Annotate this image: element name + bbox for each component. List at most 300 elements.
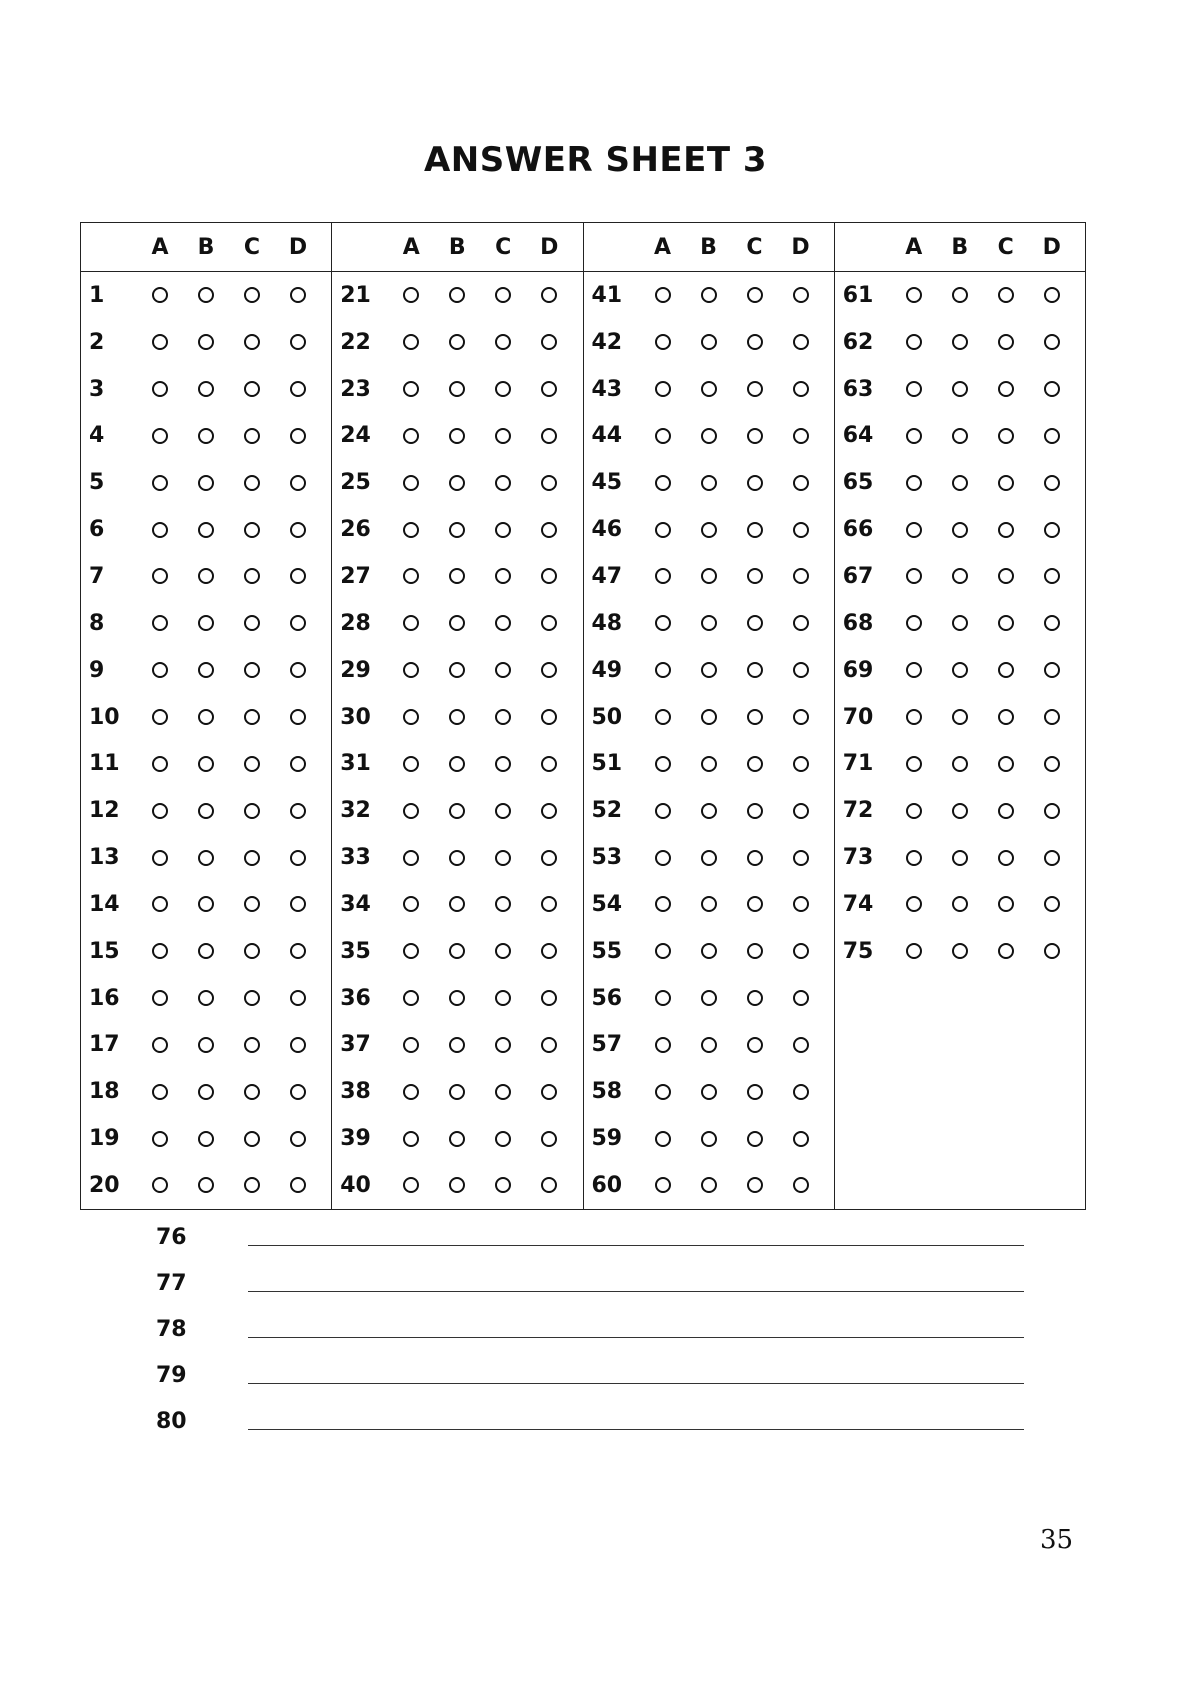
answer-bubble-1-b[interactable] [183,287,229,303]
answer-bubble-20-b[interactable] [183,1177,229,1193]
answer-bubble-70-a[interactable] [891,709,937,725]
answer-bubble-15-b[interactable] [183,943,229,959]
answer-bubble-20-c[interactable] [229,1177,275,1193]
answer-bubble-62-a[interactable] [891,334,937,350]
answer-bubble-63-d[interactable] [1029,381,1075,397]
answer-bubble-57-c[interactable] [732,1037,778,1053]
answer-bubble-38-d[interactable] [526,1084,572,1100]
answer-bubble-62-d[interactable] [1029,334,1075,350]
answer-bubble-8-a[interactable] [137,615,183,631]
answer-bubble-75-a[interactable] [891,943,937,959]
answer-bubble-6-c[interactable] [229,522,275,538]
answer-bubble-73-a[interactable] [891,850,937,866]
answer-bubble-73-b[interactable] [937,850,983,866]
answer-bubble-11-c[interactable] [229,756,275,772]
written-answer-line[interactable] [248,1337,1024,1338]
answer-bubble-64-d[interactable] [1029,428,1075,444]
answer-bubble-49-d[interactable] [778,662,824,678]
answer-bubble-24-c[interactable] [480,428,526,444]
answer-bubble-66-d[interactable] [1029,522,1075,538]
answer-bubble-63-c[interactable] [983,381,1029,397]
written-answer-line[interactable] [248,1291,1024,1292]
answer-bubble-48-b[interactable] [686,615,732,631]
answer-bubble-51-a[interactable] [640,756,686,772]
answer-bubble-28-a[interactable] [388,615,434,631]
answer-bubble-60-b[interactable] [686,1177,732,1193]
answer-bubble-51-c[interactable] [732,756,778,772]
answer-bubble-14-c[interactable] [229,896,275,912]
answer-bubble-57-d[interactable] [778,1037,824,1053]
answer-bubble-60-a[interactable] [640,1177,686,1193]
answer-bubble-53-a[interactable] [640,850,686,866]
answer-bubble-21-d[interactable] [526,287,572,303]
answer-bubble-6-a[interactable] [137,522,183,538]
answer-bubble-45-d[interactable] [778,475,824,491]
answer-bubble-12-d[interactable] [275,803,321,819]
answer-bubble-3-c[interactable] [229,381,275,397]
answer-bubble-65-b[interactable] [937,475,983,491]
answer-bubble-26-d[interactable] [526,522,572,538]
answer-bubble-23-d[interactable] [526,381,572,397]
answer-bubble-64-b[interactable] [937,428,983,444]
answer-bubble-3-d[interactable] [275,381,321,397]
answer-bubble-46-d[interactable] [778,522,824,538]
answer-bubble-50-a[interactable] [640,709,686,725]
answer-bubble-55-c[interactable] [732,943,778,959]
answer-bubble-7-c[interactable] [229,568,275,584]
answer-bubble-75-b[interactable] [937,943,983,959]
answer-bubble-30-d[interactable] [526,709,572,725]
answer-bubble-62-b[interactable] [937,334,983,350]
answer-bubble-12-b[interactable] [183,803,229,819]
answer-bubble-55-a[interactable] [640,943,686,959]
answer-bubble-31-d[interactable] [526,756,572,772]
answer-bubble-47-b[interactable] [686,568,732,584]
answer-bubble-9-c[interactable] [229,662,275,678]
answer-bubble-44-c[interactable] [732,428,778,444]
answer-bubble-56-a[interactable] [640,990,686,1006]
answer-bubble-39-a[interactable] [388,1131,434,1147]
answer-bubble-42-d[interactable] [778,334,824,350]
answer-bubble-4-a[interactable] [137,428,183,444]
answer-bubble-7-b[interactable] [183,568,229,584]
answer-bubble-7-a[interactable] [137,568,183,584]
answer-bubble-50-b[interactable] [686,709,732,725]
answer-bubble-74-a[interactable] [891,896,937,912]
written-answer-line[interactable] [248,1383,1024,1384]
answer-bubble-29-a[interactable] [388,662,434,678]
answer-bubble-36-b[interactable] [434,990,480,1006]
answer-bubble-40-b[interactable] [434,1177,480,1193]
answer-bubble-24-d[interactable] [526,428,572,444]
answer-bubble-35-a[interactable] [388,943,434,959]
answer-bubble-11-a[interactable] [137,756,183,772]
answer-bubble-59-b[interactable] [686,1131,732,1147]
answer-bubble-71-a[interactable] [891,756,937,772]
answer-bubble-54-a[interactable] [640,896,686,912]
answer-bubble-10-c[interactable] [229,709,275,725]
answer-bubble-4-c[interactable] [229,428,275,444]
answer-bubble-59-a[interactable] [640,1131,686,1147]
answer-bubble-71-b[interactable] [937,756,983,772]
answer-bubble-43-c[interactable] [732,381,778,397]
answer-bubble-15-d[interactable] [275,943,321,959]
answer-bubble-66-a[interactable] [891,522,937,538]
answer-bubble-25-d[interactable] [526,475,572,491]
answer-bubble-52-b[interactable] [686,803,732,819]
answer-bubble-54-c[interactable] [732,896,778,912]
answer-bubble-37-c[interactable] [480,1037,526,1053]
answer-bubble-65-a[interactable] [891,475,937,491]
answer-bubble-35-d[interactable] [526,943,572,959]
answer-bubble-2-c[interactable] [229,334,275,350]
answer-bubble-9-d[interactable] [275,662,321,678]
answer-bubble-65-d[interactable] [1029,475,1075,491]
answer-bubble-17-a[interactable] [137,1037,183,1053]
answer-bubble-5-c[interactable] [229,475,275,491]
answer-bubble-32-a[interactable] [388,803,434,819]
answer-bubble-38-b[interactable] [434,1084,480,1100]
answer-bubble-49-c[interactable] [732,662,778,678]
answer-bubble-34-d[interactable] [526,896,572,912]
answer-bubble-53-b[interactable] [686,850,732,866]
answer-bubble-54-b[interactable] [686,896,732,912]
answer-bubble-41-a[interactable] [640,287,686,303]
answer-bubble-68-d[interactable] [1029,615,1075,631]
answer-bubble-16-b[interactable] [183,990,229,1006]
answer-bubble-68-a[interactable] [891,615,937,631]
answer-bubble-8-b[interactable] [183,615,229,631]
answer-bubble-39-b[interactable] [434,1131,480,1147]
answer-bubble-72-a[interactable] [891,803,937,819]
answer-bubble-9-b[interactable] [183,662,229,678]
answer-bubble-61-a[interactable] [891,287,937,303]
answer-bubble-19-a[interactable] [137,1131,183,1147]
answer-bubble-22-b[interactable] [434,334,480,350]
answer-bubble-29-b[interactable] [434,662,480,678]
answer-bubble-52-d[interactable] [778,803,824,819]
answer-bubble-50-d[interactable] [778,709,824,725]
answer-bubble-46-b[interactable] [686,522,732,538]
answer-bubble-34-b[interactable] [434,896,480,912]
answer-bubble-16-a[interactable] [137,990,183,1006]
answer-bubble-48-d[interactable] [778,615,824,631]
answer-bubble-27-c[interactable] [480,568,526,584]
answer-bubble-64-a[interactable] [891,428,937,444]
answer-bubble-55-b[interactable] [686,943,732,959]
answer-bubble-61-b[interactable] [937,287,983,303]
answer-bubble-51-d[interactable] [778,756,824,772]
answer-bubble-23-a[interactable] [388,381,434,397]
answer-bubble-41-b[interactable] [686,287,732,303]
answer-bubble-62-c[interactable] [983,334,1029,350]
answer-bubble-1-c[interactable] [229,287,275,303]
answer-bubble-26-c[interactable] [480,522,526,538]
answer-bubble-11-d[interactable] [275,756,321,772]
answer-bubble-1-a[interactable] [137,287,183,303]
answer-bubble-56-b[interactable] [686,990,732,1006]
answer-bubble-46-a[interactable] [640,522,686,538]
answer-bubble-26-b[interactable] [434,522,480,538]
answer-bubble-24-b[interactable] [434,428,480,444]
answer-bubble-61-c[interactable] [983,287,1029,303]
answer-bubble-16-c[interactable] [229,990,275,1006]
answer-bubble-38-a[interactable] [388,1084,434,1100]
answer-bubble-25-b[interactable] [434,475,480,491]
answer-bubble-69-a[interactable] [891,662,937,678]
answer-bubble-34-c[interactable] [480,896,526,912]
answer-bubble-30-b[interactable] [434,709,480,725]
answer-bubble-63-a[interactable] [891,381,937,397]
answer-bubble-22-c[interactable] [480,334,526,350]
answer-bubble-67-d[interactable] [1029,568,1075,584]
answer-bubble-20-a[interactable] [137,1177,183,1193]
answer-bubble-72-c[interactable] [983,803,1029,819]
answer-bubble-40-a[interactable] [388,1177,434,1193]
answer-bubble-69-b[interactable] [937,662,983,678]
answer-bubble-6-b[interactable] [183,522,229,538]
answer-bubble-26-a[interactable] [388,522,434,538]
answer-bubble-5-a[interactable] [137,475,183,491]
answer-bubble-6-d[interactable] [275,522,321,538]
answer-bubble-40-d[interactable] [526,1177,572,1193]
answer-bubble-19-d[interactable] [275,1131,321,1147]
answer-bubble-48-a[interactable] [640,615,686,631]
answer-bubble-69-c[interactable] [983,662,1029,678]
answer-bubble-14-a[interactable] [137,896,183,912]
answer-bubble-72-b[interactable] [937,803,983,819]
answer-bubble-32-d[interactable] [526,803,572,819]
answer-bubble-14-b[interactable] [183,896,229,912]
answer-bubble-36-a[interactable] [388,990,434,1006]
answer-bubble-75-c[interactable] [983,943,1029,959]
answer-bubble-73-c[interactable] [983,850,1029,866]
answer-bubble-49-b[interactable] [686,662,732,678]
answer-bubble-33-b[interactable] [434,850,480,866]
answer-bubble-47-d[interactable] [778,568,824,584]
answer-bubble-37-a[interactable] [388,1037,434,1053]
answer-bubble-54-d[interactable] [778,896,824,912]
answer-bubble-27-d[interactable] [526,568,572,584]
answer-bubble-63-b[interactable] [937,381,983,397]
answer-bubble-65-c[interactable] [983,475,1029,491]
answer-bubble-75-d[interactable] [1029,943,1075,959]
answer-bubble-46-c[interactable] [732,522,778,538]
answer-bubble-20-d[interactable] [275,1177,321,1193]
answer-bubble-10-b[interactable] [183,709,229,725]
answer-bubble-21-b[interactable] [434,287,480,303]
answer-bubble-17-c[interactable] [229,1037,275,1053]
answer-bubble-52-a[interactable] [640,803,686,819]
answer-bubble-33-d[interactable] [526,850,572,866]
answer-bubble-36-c[interactable] [480,990,526,1006]
answer-bubble-37-b[interactable] [434,1037,480,1053]
answer-bubble-70-c[interactable] [983,709,1029,725]
answer-bubble-39-d[interactable] [526,1131,572,1147]
answer-bubble-44-b[interactable] [686,428,732,444]
answer-bubble-3-b[interactable] [183,381,229,397]
answer-bubble-14-d[interactable] [275,896,321,912]
answer-bubble-74-b[interactable] [937,896,983,912]
answer-bubble-1-d[interactable] [275,287,321,303]
answer-bubble-44-a[interactable] [640,428,686,444]
answer-bubble-25-a[interactable] [388,475,434,491]
answer-bubble-5-b[interactable] [183,475,229,491]
answer-bubble-56-d[interactable] [778,990,824,1006]
answer-bubble-9-a[interactable] [137,662,183,678]
answer-bubble-38-c[interactable] [480,1084,526,1100]
answer-bubble-66-b[interactable] [937,522,983,538]
answer-bubble-13-d[interactable] [275,850,321,866]
answer-bubble-4-d[interactable] [275,428,321,444]
answer-bubble-57-a[interactable] [640,1037,686,1053]
answer-bubble-58-c[interactable] [732,1084,778,1100]
answer-bubble-13-b[interactable] [183,850,229,866]
answer-bubble-60-d[interactable] [778,1177,824,1193]
answer-bubble-32-c[interactable] [480,803,526,819]
answer-bubble-8-c[interactable] [229,615,275,631]
answer-bubble-36-d[interactable] [526,990,572,1006]
answer-bubble-47-a[interactable] [640,568,686,584]
answer-bubble-69-d[interactable] [1029,662,1075,678]
answer-bubble-57-b[interactable] [686,1037,732,1053]
answer-bubble-22-a[interactable] [388,334,434,350]
answer-bubble-23-b[interactable] [434,381,480,397]
answer-bubble-10-a[interactable] [137,709,183,725]
answer-bubble-21-c[interactable] [480,287,526,303]
answer-bubble-24-a[interactable] [388,428,434,444]
answer-bubble-7-d[interactable] [275,568,321,584]
answer-bubble-11-b[interactable] [183,756,229,772]
answer-bubble-42-c[interactable] [732,334,778,350]
answer-bubble-5-d[interactable] [275,475,321,491]
answer-bubble-45-c[interactable] [732,475,778,491]
answer-bubble-60-c[interactable] [732,1177,778,1193]
answer-bubble-41-c[interactable] [732,287,778,303]
answer-bubble-28-b[interactable] [434,615,480,631]
answer-bubble-16-d[interactable] [275,990,321,1006]
answer-bubble-25-c[interactable] [480,475,526,491]
answer-bubble-15-a[interactable] [137,943,183,959]
answer-bubble-55-d[interactable] [778,943,824,959]
answer-bubble-47-c[interactable] [732,568,778,584]
answer-bubble-18-b[interactable] [183,1084,229,1100]
answer-bubble-48-c[interactable] [732,615,778,631]
answer-bubble-72-d[interactable] [1029,803,1075,819]
answer-bubble-22-d[interactable] [526,334,572,350]
answer-bubble-45-a[interactable] [640,475,686,491]
answer-bubble-17-b[interactable] [183,1037,229,1053]
answer-bubble-58-d[interactable] [778,1084,824,1100]
answer-bubble-35-b[interactable] [434,943,480,959]
answer-bubble-34-a[interactable] [388,896,434,912]
answer-bubble-21-a[interactable] [388,287,434,303]
answer-bubble-31-a[interactable] [388,756,434,772]
answer-bubble-35-c[interactable] [480,943,526,959]
answer-bubble-18-a[interactable] [137,1084,183,1100]
answer-bubble-49-a[interactable] [640,662,686,678]
written-answer-line[interactable] [248,1245,1024,1246]
answer-bubble-12-a[interactable] [137,803,183,819]
answer-bubble-19-c[interactable] [229,1131,275,1147]
answer-bubble-27-a[interactable] [388,568,434,584]
answer-bubble-31-c[interactable] [480,756,526,772]
answer-bubble-70-b[interactable] [937,709,983,725]
answer-bubble-42-a[interactable] [640,334,686,350]
answer-bubble-15-c[interactable] [229,943,275,959]
answer-bubble-45-b[interactable] [686,475,732,491]
answer-bubble-4-b[interactable] [183,428,229,444]
answer-bubble-3-a[interactable] [137,381,183,397]
answer-bubble-44-d[interactable] [778,428,824,444]
answer-bubble-74-c[interactable] [983,896,1029,912]
answer-bubble-51-b[interactable] [686,756,732,772]
answer-bubble-61-d[interactable] [1029,287,1075,303]
answer-bubble-43-b[interactable] [686,381,732,397]
answer-bubble-67-a[interactable] [891,568,937,584]
answer-bubble-53-d[interactable] [778,850,824,866]
answer-bubble-32-b[interactable] [434,803,480,819]
answer-bubble-50-c[interactable] [732,709,778,725]
answer-bubble-29-c[interactable] [480,662,526,678]
answer-bubble-43-d[interactable] [778,381,824,397]
answer-bubble-28-c[interactable] [480,615,526,631]
answer-bubble-59-c[interactable] [732,1131,778,1147]
answer-bubble-17-d[interactable] [275,1037,321,1053]
answer-bubble-33-c[interactable] [480,850,526,866]
answer-bubble-2-a[interactable] [137,334,183,350]
answer-bubble-71-d[interactable] [1029,756,1075,772]
answer-bubble-58-a[interactable] [640,1084,686,1100]
answer-bubble-27-b[interactable] [434,568,480,584]
answer-bubble-71-c[interactable] [983,756,1029,772]
answer-bubble-29-d[interactable] [526,662,572,678]
answer-bubble-10-d[interactable] [275,709,321,725]
answer-bubble-30-a[interactable] [388,709,434,725]
written-answer-line[interactable] [248,1429,1024,1430]
answer-bubble-18-d[interactable] [275,1084,321,1100]
answer-bubble-53-c[interactable] [732,850,778,866]
answer-bubble-66-c[interactable] [983,522,1029,538]
answer-bubble-30-c[interactable] [480,709,526,725]
answer-bubble-73-d[interactable] [1029,850,1075,866]
answer-bubble-33-a[interactable] [388,850,434,866]
answer-bubble-41-d[interactable] [778,287,824,303]
answer-bubble-23-c[interactable] [480,381,526,397]
answer-bubble-39-c[interactable] [480,1131,526,1147]
answer-bubble-64-c[interactable] [983,428,1029,444]
answer-bubble-40-c[interactable] [480,1177,526,1193]
answer-bubble-19-b[interactable] [183,1131,229,1147]
answer-bubble-52-c[interactable] [732,803,778,819]
answer-bubble-74-d[interactable] [1029,896,1075,912]
answer-bubble-13-a[interactable] [137,850,183,866]
answer-bubble-70-d[interactable] [1029,709,1075,725]
answer-bubble-37-d[interactable] [526,1037,572,1053]
answer-bubble-28-d[interactable] [526,615,572,631]
answer-bubble-59-d[interactable] [778,1131,824,1147]
answer-bubble-12-c[interactable] [229,803,275,819]
answer-bubble-43-a[interactable] [640,381,686,397]
answer-bubble-31-b[interactable] [434,756,480,772]
answer-bubble-18-c[interactable] [229,1084,275,1100]
answer-bubble-68-b[interactable] [937,615,983,631]
answer-bubble-13-c[interactable] [229,850,275,866]
answer-bubble-42-b[interactable] [686,334,732,350]
answer-bubble-8-d[interactable] [275,615,321,631]
answer-bubble-67-c[interactable] [983,568,1029,584]
answer-bubble-56-c[interactable] [732,990,778,1006]
